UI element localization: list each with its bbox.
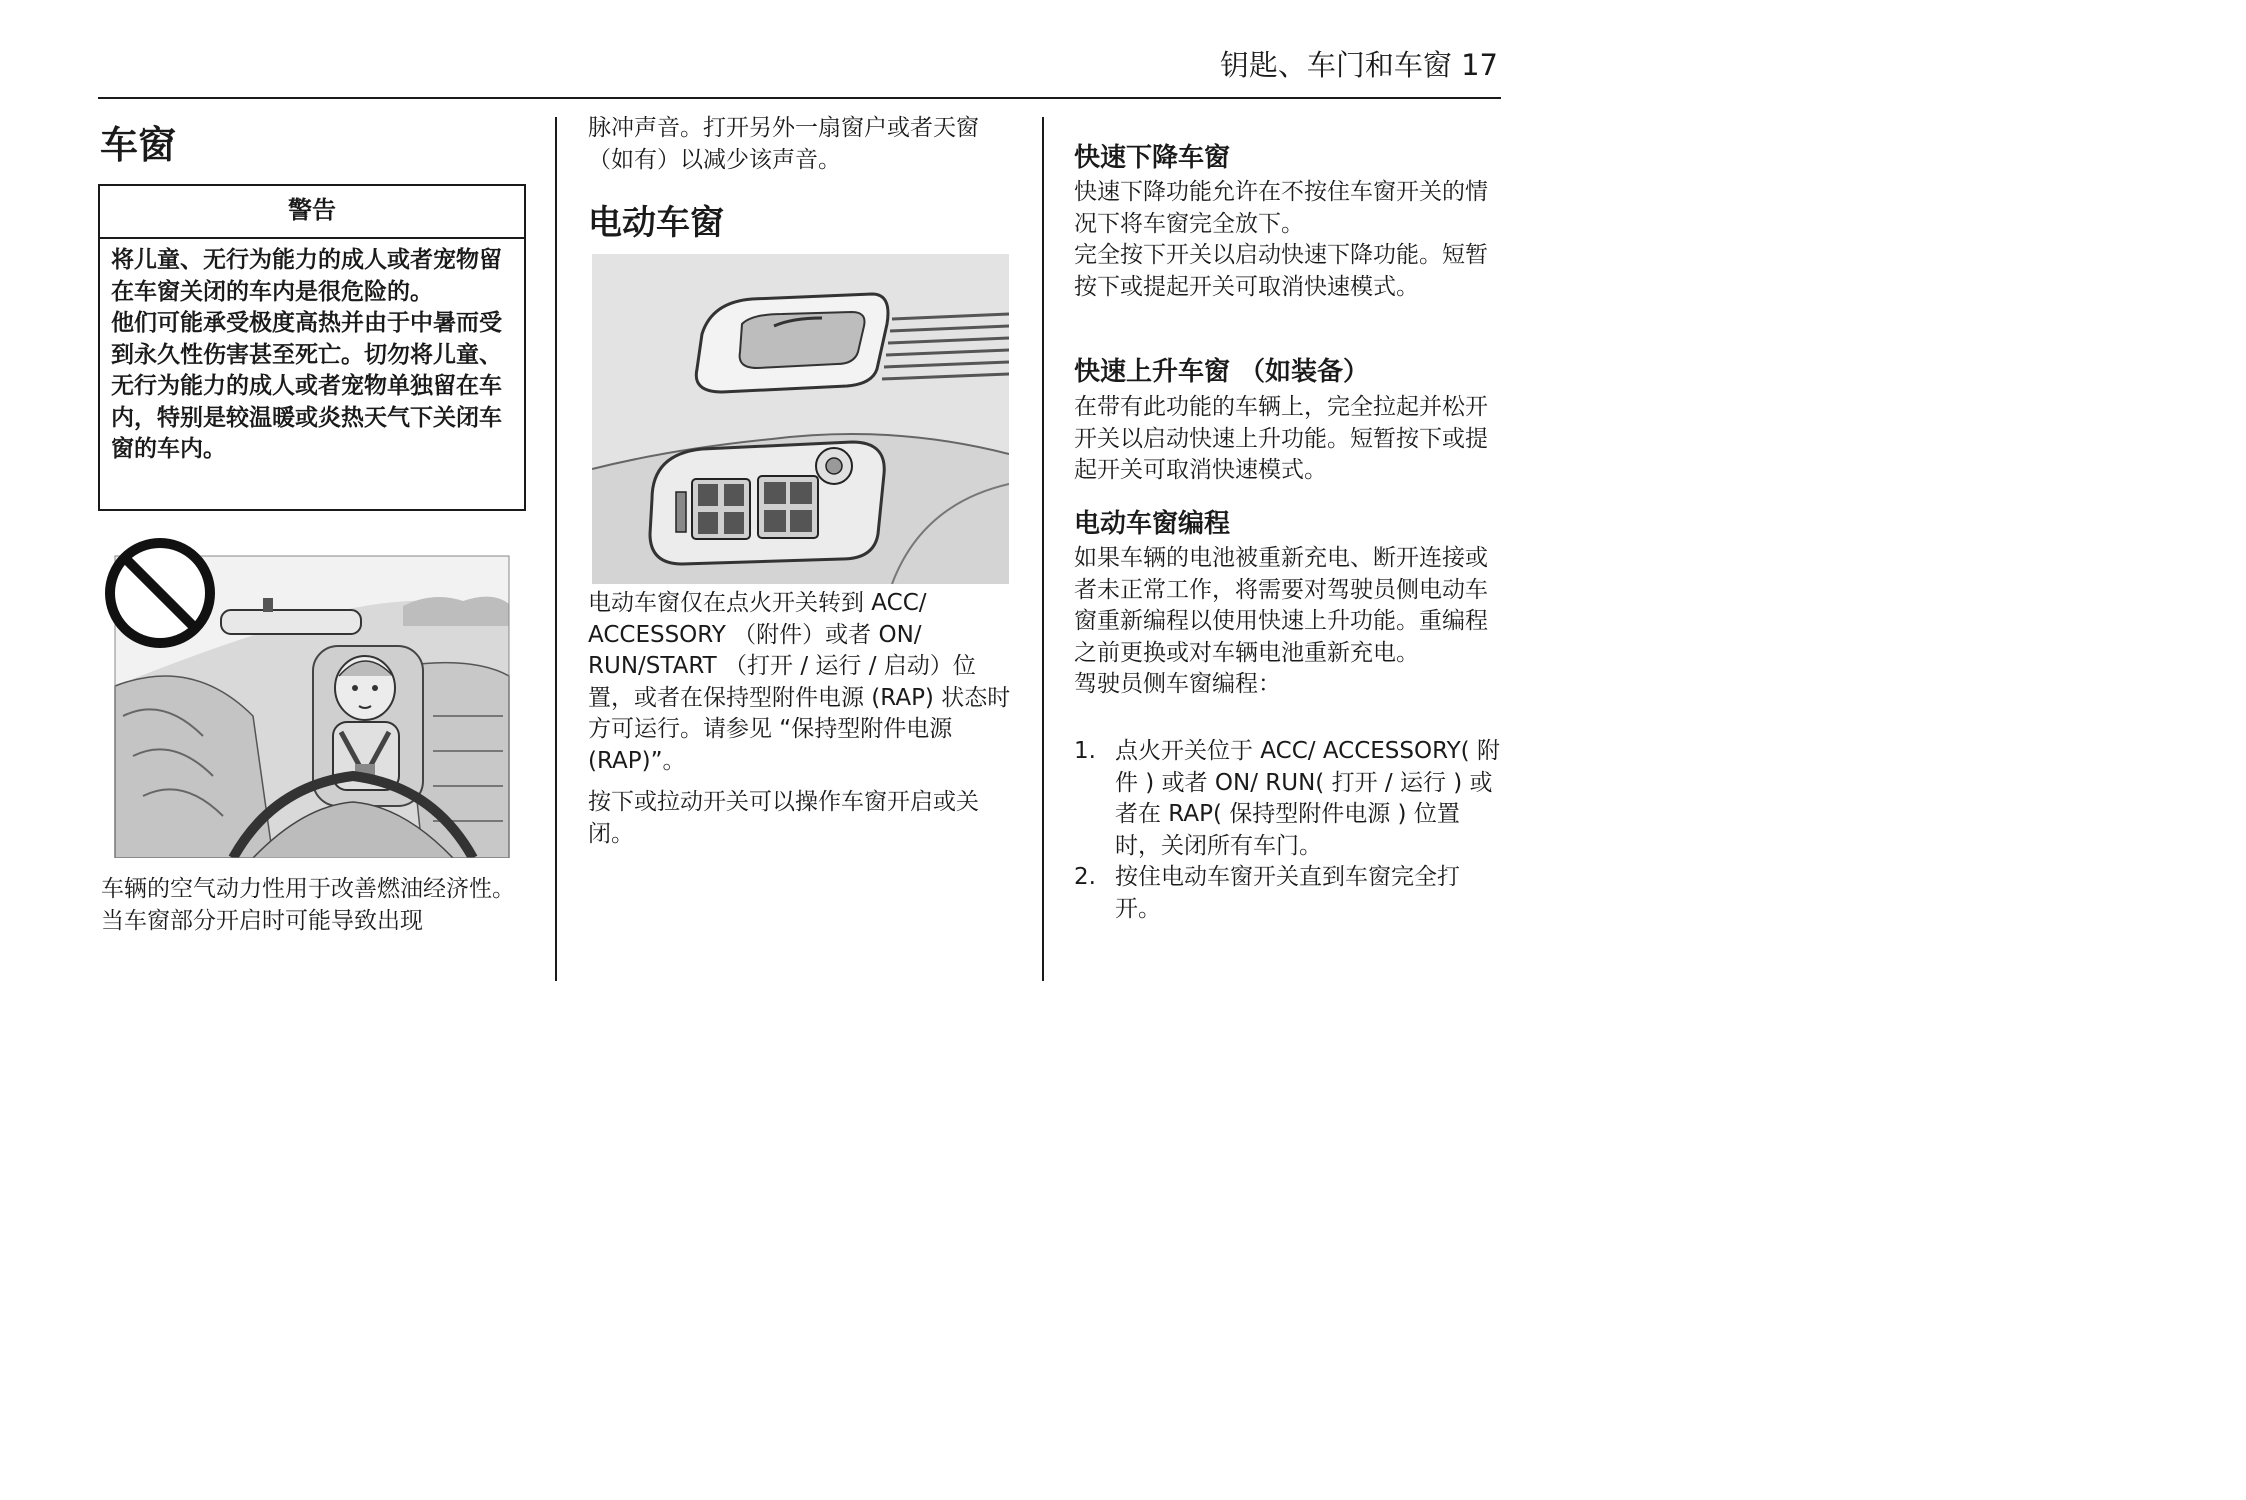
programming-text bbox=[1074, 543, 1502, 701]
step-2-number: 2. bbox=[1074, 864, 1096, 890]
step-1-text: 点火开关位于 ACC/ ACCESSORY( 附件 ) 或者 ON/ RUN( 打开 / 运行 ) 或者在 RAP( 保持型附件电源 ) 位置时，关闭所有车门。 bbox=[1115, 738, 1500, 859]
warning-label: 警告 bbox=[100, 186, 524, 239]
step-2 bbox=[1074, 862, 1502, 925]
step-2-text: 按住电动车窗开关直到车窗完全打开。 bbox=[1115, 864, 1460, 922]
power-windows-heading: 电动车窗 bbox=[588, 203, 724, 243]
express-up-paragraph-1: 在带有此功能的车辆上，完全拉起并松开开关以启动快速上升功能。短暂按下或提起开关可取消快速模式。 bbox=[1074, 394, 1488, 483]
warning-paragraph-1: 将儿童、无行为能力的成人或者宠物留在车窗关闭的车内是很危险的。 bbox=[111, 247, 502, 305]
buffeting-continued-text: 脉冲声音。打开另外一扇窗户或者天窗 （如有）以减少该声音。 bbox=[588, 115, 979, 173]
express-down-heading: 快速下降车窗 bbox=[1074, 143, 1231, 173]
programming-paragraph-2: 驾驶员侧车窗编程： bbox=[1074, 671, 1281, 697]
express-up-text bbox=[1074, 392, 1502, 487]
express-down-text bbox=[1074, 177, 1502, 303]
step-1-number: 1. bbox=[1074, 738, 1096, 764]
page-header-title: 钥匙、车门和车窗 17 bbox=[1219, 48, 1498, 82]
header-rule bbox=[98, 97, 1501, 99]
column-divider-2 bbox=[1042, 117, 1044, 981]
aerodynamics-text: 车辆的空气动力性用于改善燃油经济性。当车窗部分开启时可能导致出现 bbox=[101, 876, 515, 934]
section-title: 车窗 bbox=[100, 123, 177, 167]
child-in-car-illustration bbox=[103, 536, 513, 858]
programming-paragraph-1: 如果车辆的电池被重新充电、断开连接或者未正常工作，将需要对驾驶员侧电动车窗重新编程以使用快速上升功能。重编程之前更换或对车辆电池重新充电。 bbox=[1074, 545, 1488, 666]
warning-text bbox=[100, 239, 524, 466]
column-divider-1 bbox=[555, 117, 557, 981]
programming-heading: 电动车窗编程 bbox=[1074, 509, 1231, 539]
programming-steps bbox=[1074, 736, 1502, 925]
warning-paragraph-2: 他们可能承受极度高热并由于中暑而受到永久性伤害甚至死亡。切勿将儿童、无行为能力的成人或者宠物单独留在车内，特别是较温暖或炎热天气下关闭车窗的车内。 bbox=[111, 310, 502, 462]
express-down-paragraph-2: 完全按下开关以启动快速下降功能。短暂按下或提起开关可取消快速模式。 bbox=[1074, 242, 1488, 300]
door-switch-illustration bbox=[592, 254, 1009, 584]
power-windows-paragraph-1: 电动车窗仅在点火开关转到 ACC/ ACCESSORY （附件）或者 ON/ RUN/START （打开 / 运行 / 启动）位置，或者在保持型附件电源 (RAP) 状态时方可运行。请参见 “保持型附件电源 (RAP)”。 bbox=[588, 590, 1011, 774]
warning-box bbox=[98, 184, 526, 511]
express-up-heading: 快速上升车窗 （如装备） bbox=[1074, 357, 1370, 387]
express-down-paragraph-1: 快速下降功能允许在不按住车窗开关的情况下将车窗完全放下。 bbox=[1074, 179, 1488, 237]
power-windows-paragraph-2: 按下或拉动开关可以操作车窗开启或关闭。 bbox=[588, 789, 979, 847]
step-1 bbox=[1074, 736, 1502, 862]
